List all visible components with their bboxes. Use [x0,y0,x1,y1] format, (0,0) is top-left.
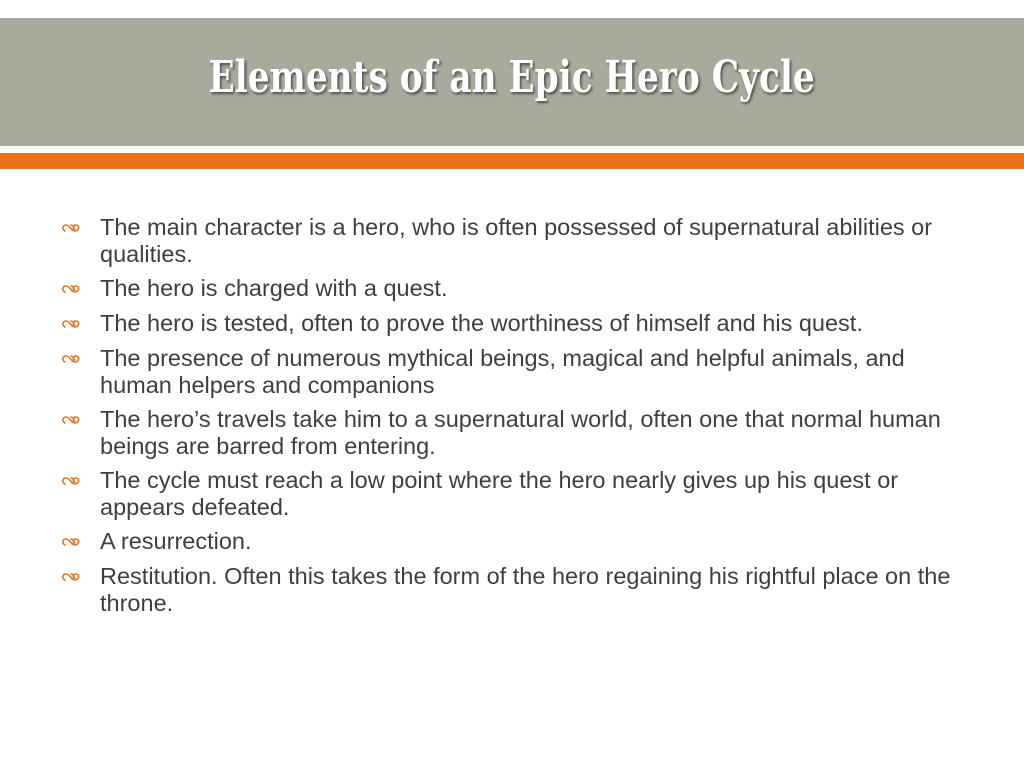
scroll-bullet-icon [62,563,100,591]
list-item [62,310,962,338]
accent-bar [0,153,1024,169]
scroll-bullet-icon [62,275,100,303]
bullet-text: The hero is tested, often to prove the worthiness of himself and his quest. [100,310,863,336]
list-item [62,528,962,556]
scroll-bullet-icon [62,528,100,556]
list-item [62,406,962,460]
scroll-bullet-icon [62,406,100,434]
bullet-text: The presence of numerous mythical beings, magical and helpful animals, and human helpers and companions [100,345,905,398]
bullet-text: Restitution. Often this takes the form of the hero regaining his rightful place on the throne. [100,563,951,616]
bullet-text: The cycle must reach a low point where the hero nearly gives up his quest or appears defeated. [100,467,899,520]
list-item [62,467,962,521]
bullet-text: The hero is charged with a quest. [100,275,448,301]
bullet-text: The main character is a hero, who is often possessed of supernatural abilities or qualities. [100,214,933,267]
list-item [62,214,962,268]
scroll-bullet-icon [62,214,100,242]
list-item [62,563,962,617]
scroll-bullet-icon [62,467,100,495]
title-band [0,18,1024,146]
bullet-text: A resurrection. [100,528,252,554]
bullet-text: The hero’s travels take him to a supernatural world, often one that normal human beings are barred from entering. [100,406,941,459]
list-item [62,345,962,399]
bullet-list [62,214,962,624]
slide-title: Elements of an Epic Hero Cycle [208,51,816,103]
list-item [62,275,962,303]
scroll-bullet-icon [62,345,100,373]
scroll-bullet-icon [62,310,100,338]
